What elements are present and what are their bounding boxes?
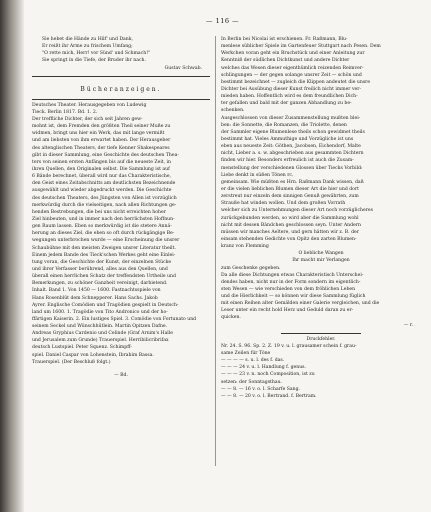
text-line: nicht mit dessen Bändchen geschlossen seyn. Unter Andern xyxy=(221,222,361,228)
text-line: sten Wesen — wie verschieden von dem fröhlichen Leben xyxy=(221,286,356,292)
text-line: menstellung der verschiedenen Glossen über Tiecks Vorbild: xyxy=(221,165,363,171)
text-line: welches das Wesen dieser eigenthümlich reizenden Reimver- xyxy=(221,65,364,71)
text-line: deutsch Lustspiel. Peter Squenz. Schimpff- xyxy=(32,345,132,351)
text-line: seinem Seckel und Wünschhütlein. Martin Opitzen Dafne. xyxy=(32,324,168,330)
text-line: henden Bestrebungen, die bei uns nicht erreichten hoher xyxy=(32,209,166,215)
text-line: er die vielen lieblichen Blumen dieser Art die hier und dort xyxy=(221,186,359,192)
verse-quote xyxy=(221,250,421,264)
text-line: gen Raum lassen. Eben so merkwürdig ist die stetere Annä- xyxy=(32,224,172,230)
text-line: Andreas Gryphius Cardenio und Celinde (Graf Arnim's Halle xyxy=(32,331,173,337)
text-line: Strauße hat winden wollen. Und dem großen Vorrath xyxy=(221,201,346,207)
text-line: Bemerkungen, zu schöner Ganzheit vereinigt, darbietend. xyxy=(32,281,168,287)
text-line: widmen, bringt uns hier ein Werk, das mit lange vermißt xyxy=(32,131,165,137)
text-line: ben: die Sonnette, die Romanzen, die Triolette, denen xyxy=(221,122,347,128)
text-line: bestimmt hat. Vieles Ammuthige und Vorzügliche ist uns xyxy=(221,136,354,142)
text-line: der Sammler eigene Blumenlese theils schon gewidmet theils xyxy=(221,129,365,135)
announcement-text xyxy=(221,36,421,250)
text-line: Hans Rosenblüt dem Schnepperer. Hans Sachs. Jakob xyxy=(32,295,158,301)
text-line: ausgewählt und wieder abgedruckt werden. Die Geschichte xyxy=(32,188,172,194)
text-line: zerstreut nur einzeln dem sinnigen Genuß gewährten, zum xyxy=(221,194,359,200)
text-line: Da alle diese Dichtungen etwas Charakteristisch Unterschei- xyxy=(221,272,364,278)
poem-line: Er reißt ihr Arme zu frischem Umfang; xyxy=(42,44,133,50)
text-line: ffärtigen Kaiserin. 2. Ein lustiges Spiel. 3. Comödie von Fortunato und xyxy=(32,316,197,322)
text-line: Der treffliche Dichter, der sich seit Jahren gew- xyxy=(32,116,143,122)
text-line: des deutschen Theaters, des Jüngsten von Allen ist vorzüglich xyxy=(32,195,177,201)
text-line: O liebliche Wangen xyxy=(298,251,344,257)
right-column xyxy=(221,36,421,400)
text-line: Ayrer. Englische Comödien und Tragödien gespielt in Deutsch- xyxy=(32,302,179,308)
text-line: Ausgeschlossen von dieser Zusammenstellung mußten blei- xyxy=(221,115,361,121)
text-line: Nr. 24. S. 96. Sp. 2. Z. 19 v. u. l. grausamer schein f. grau- xyxy=(221,343,357,349)
text-line: ihren Quellen, den Originalen selbst. Die Sammlung ist auf xyxy=(32,166,170,172)
footnote-mark: — Bd. xyxy=(114,372,128,378)
text-line: müssen wir manches Aeltere, und gern hätten wir z. B. der xyxy=(221,229,359,235)
text-line: — — 8. — 16 v. o. l. Scharfe Sang. xyxy=(221,386,301,392)
text-line: — — — 23 v. n. noch Composition, ist zu xyxy=(221,372,315,378)
text-line: Liebe denkt in süßen Tönen rc. xyxy=(221,172,294,178)
text-line: Leser unter ein recht hold Herz und Geduld daran zu er- xyxy=(221,308,354,314)
text-line: eben aus neueste Zeit: Göthen, Jacobsen, Eichendorf, Malte xyxy=(221,144,361,150)
text-line: Inhalt. Band 1. Von 1450 — 1600. Fastnachtsspiele von xyxy=(32,288,161,294)
text-line: quicken. xyxy=(221,315,241,321)
poem-line: Sie hebet die Hände zu Hilf' und Dank, xyxy=(42,37,133,42)
text-line: und ihrer Verfasser berührend, alles aus den Quellen, und xyxy=(32,266,168,272)
poem-line: Sie springt in die Tiefe, der Bruder ihr nach. xyxy=(42,58,146,64)
text-line: Kenntniß der südlichen Dichtkunst und andere Dichter xyxy=(221,58,350,64)
text-line: schlingungen — der gegen solange unsrer Zeit — schön und xyxy=(221,72,362,78)
errata-rule xyxy=(281,333,361,334)
text-line: Werkchen voran geht ein Bruchstück und einer Anleitung zur xyxy=(221,51,365,57)
text-line: land um 1600. 1. Tragödie von Tito Andronico und der ho- xyxy=(32,309,168,315)
text-line: Dichter bei Ausübung dieser Kunst freilich nicht immer ver- xyxy=(221,86,362,92)
text-line: dendes haben, nicht nur in der Form sondern im eigentlich- xyxy=(221,279,361,285)
text-line: same Zeilen für Töne xyxy=(221,351,271,357)
text-line: gibt in dieser Sammlung, eine Geschichte des deutschen Thea- xyxy=(32,152,179,158)
text-line: den Geist eines Zeitabschnitts am deutlichsten Bezeichnende xyxy=(32,181,176,187)
poem-signature: Gustav Schwab. xyxy=(164,65,202,71)
text-line: menlese süblicher Spiele im Gartenfeuer Stuttgart nach Pesen. Dem xyxy=(221,44,381,50)
text-line: Schaubühne mit den meisten Zweigen unsrer Literatur theilt. xyxy=(32,245,176,251)
section-rule xyxy=(32,76,210,77)
errata-title: Druckfehler. xyxy=(306,336,336,342)
text-line: 6 Bände berechnet, überall wird nur das Charakteristische, xyxy=(32,174,172,180)
text-line: kranz von Flemming xyxy=(221,244,269,250)
text-line: Ihr macht mir Verlangen xyxy=(292,258,350,264)
announcement-text-continued xyxy=(221,265,421,322)
poem-line: "O rette mich, Herr! vor Sünd' und Schmach!" xyxy=(42,51,151,57)
left-column xyxy=(32,36,210,379)
text-line: nicht, Lieber a. s. w. abgeschrieben aus gesammten Dichtern xyxy=(221,151,364,157)
text-line: zurückgebunden werden, so wird aber die Sammlung wohl xyxy=(221,215,359,221)
text-line: ter gefallen und bald mit der ganzen Abhandlung zu be- xyxy=(221,101,352,107)
text-line: überall einen herrlichen Schatz der treffendsten Urtheile und xyxy=(32,274,176,280)
text-line: und die Hierlichkeit — so können wir diese Sammlung füglich xyxy=(221,294,366,300)
text-line: — — 8. — 20 v. o. l. Bertrand. f. Bertram. xyxy=(221,393,317,399)
text-line: gemeinsam. Wie müßten es Hrn. Raßmann Dank wissen, daß xyxy=(221,179,364,185)
section-rule xyxy=(32,99,210,100)
text-line: finden wir hier. Besonders erfreulich ist auch die Zusam- xyxy=(221,158,354,164)
text-line: Ziel hinbeuten, und in immer nach den herrlichsten Hoffnun- xyxy=(32,216,175,222)
text-line: und Jerusalem zum Grunde) Trauerspiel. Herribilicribrifax xyxy=(32,338,169,344)
page-number: — 116 — xyxy=(206,17,240,25)
text-line: bestimmt bezeichnet — zugleich die Klippen andeutet die unsre xyxy=(221,79,371,85)
text-line: merkwürdig durch die vielseitigen, nach allen Richtungen ge- xyxy=(32,202,177,208)
text-line: Trauerspiel. (Der Beschluß folgt.) xyxy=(32,359,111,365)
review-signature: — r. xyxy=(403,322,413,328)
text-line: setzen: der Sonntagsthau. xyxy=(221,379,283,385)
text-line: Einem jedem Bande des Tieck'schen Werkes geht eine Einlei- xyxy=(32,252,176,258)
text-line: — — — 24 v. u. l. Handlung f. genus. xyxy=(221,365,306,371)
text-line: zum Geschenke gegeben. xyxy=(221,265,281,271)
text-line: — — — — s. u. l. des f. das. xyxy=(221,358,285,364)
column-divider xyxy=(215,36,216,466)
text-line: Tieck. Berlin 1817. Bd. 1. 2. xyxy=(32,109,98,115)
text-line: mieden haben. Hoffentlich wird es dem freundlichen Dich- xyxy=(221,94,358,100)
text-line: spiel. Daniel Caspar von Lohenstein, Ibrahim Bassa. xyxy=(32,352,154,358)
text-line: mit einen Reihen alter Gemälden einer Galerie vergleichen, und die xyxy=(221,301,380,307)
book-spine-shadow xyxy=(0,0,24,512)
text-line: Deutsches Theater. Herausgegeben von Ludewig xyxy=(32,102,147,108)
review-text xyxy=(32,102,210,366)
text-line: des altenglischen Theaters, der tiefe Kenner Shakespeares xyxy=(32,145,170,151)
text-line: tung voran, die Geschichte der Kunst, der einzelnen Stücke xyxy=(32,259,172,265)
text-line: In Berlin bei Nicolai ist erschienen. Fr. Raßmann, Blu- xyxy=(221,37,348,42)
text-line: einsam stehenden Gedichte von Opitz den zarten Blumen- xyxy=(221,236,357,242)
text-line: mohnt ist, dem Fremden den größten Theil seiner Muße zu xyxy=(32,124,171,130)
text-line: und am liebsten von ihm erwartet haben. Der Herausgeber xyxy=(32,138,171,144)
section-title: Bücheranzeigen. xyxy=(80,85,162,93)
text-line: wegungen unterbrochen wurde — eine Erscheinung die unsrer xyxy=(32,238,180,244)
text-line: herung an dieses Ziel, die eben so oft durch rückgängige Be- xyxy=(32,231,175,237)
text-line: welcher sich zu Unternehmungen dieser Art noch vorzüglicheres xyxy=(221,208,373,214)
text-line: schenken. xyxy=(221,108,245,114)
text-line: ters von seinen ersten Anfängen bis auf die neueste Zeit, in xyxy=(32,159,171,165)
poem-block xyxy=(32,36,210,72)
errata-list xyxy=(221,343,421,400)
